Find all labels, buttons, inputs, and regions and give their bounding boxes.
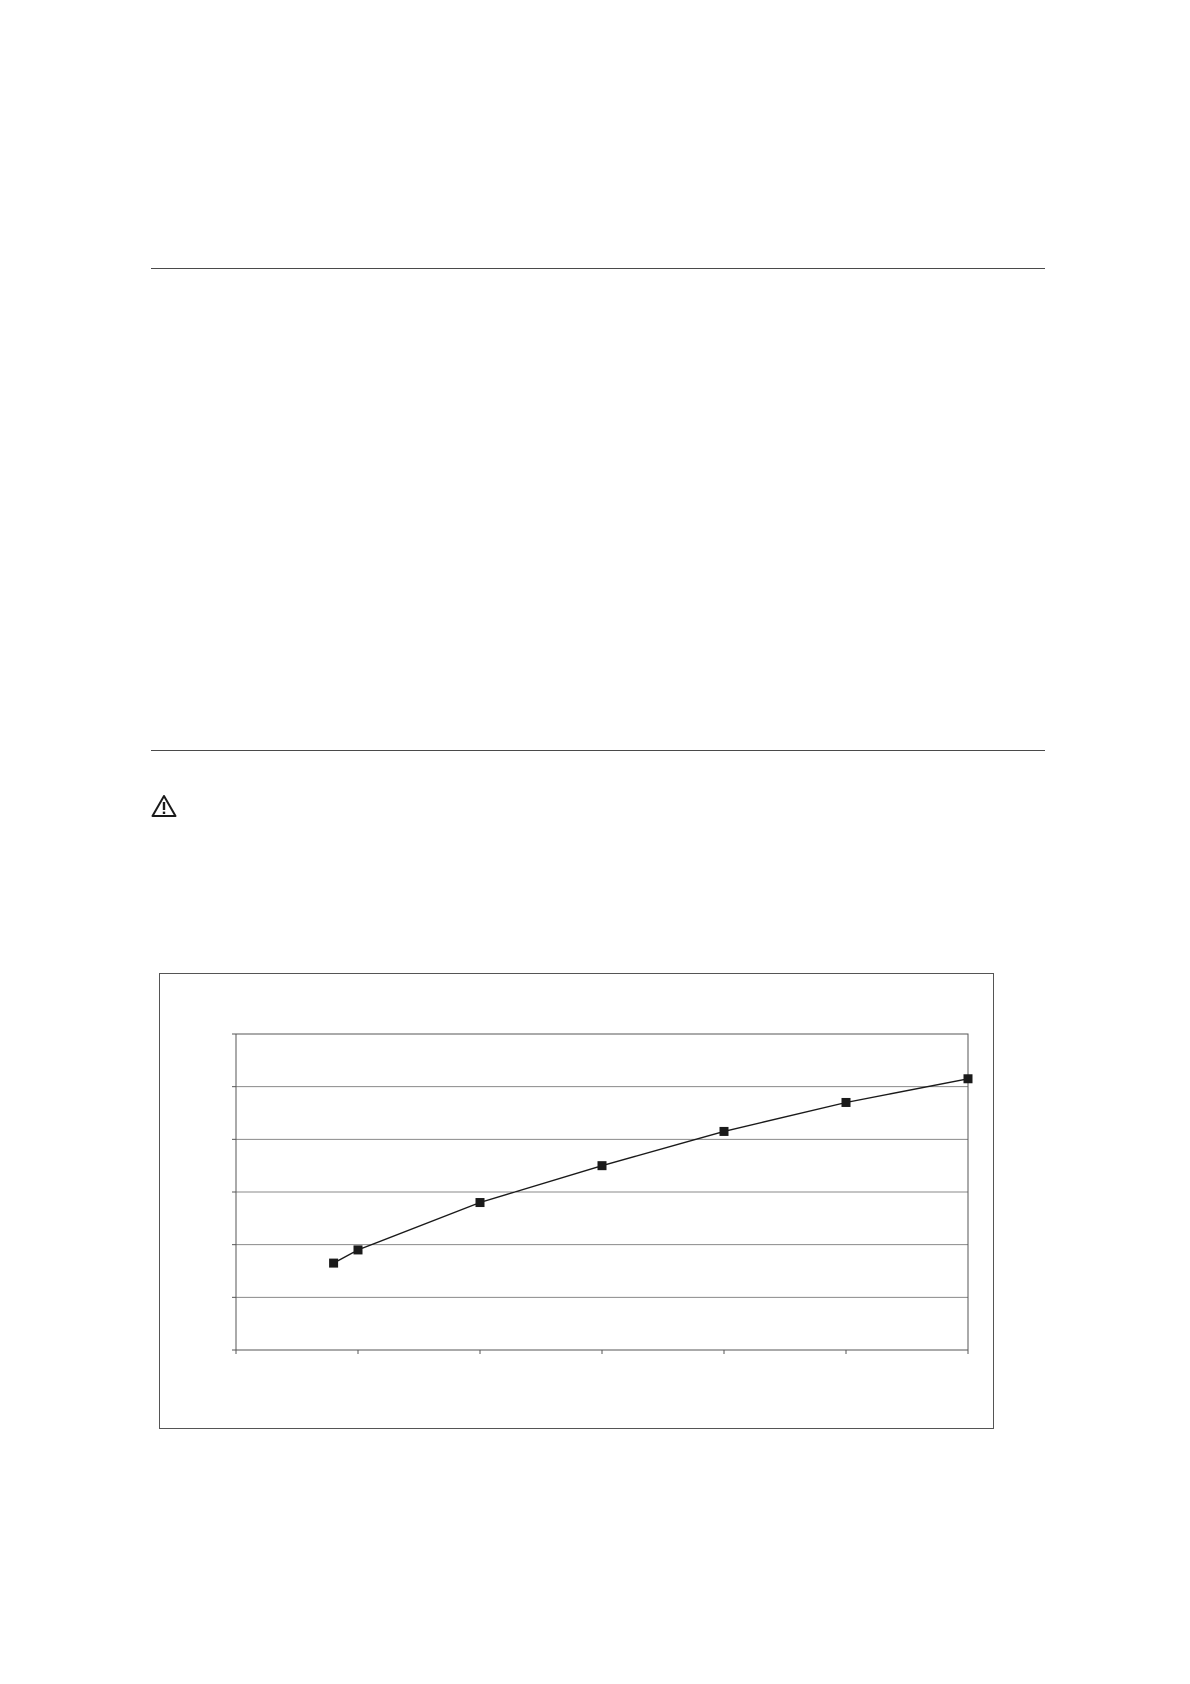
chart-frame [159,973,994,1429]
top-horizontal-rule [151,268,1045,269]
warning-triangle-icon [151,794,177,818]
section-divider-rule [151,750,1045,751]
